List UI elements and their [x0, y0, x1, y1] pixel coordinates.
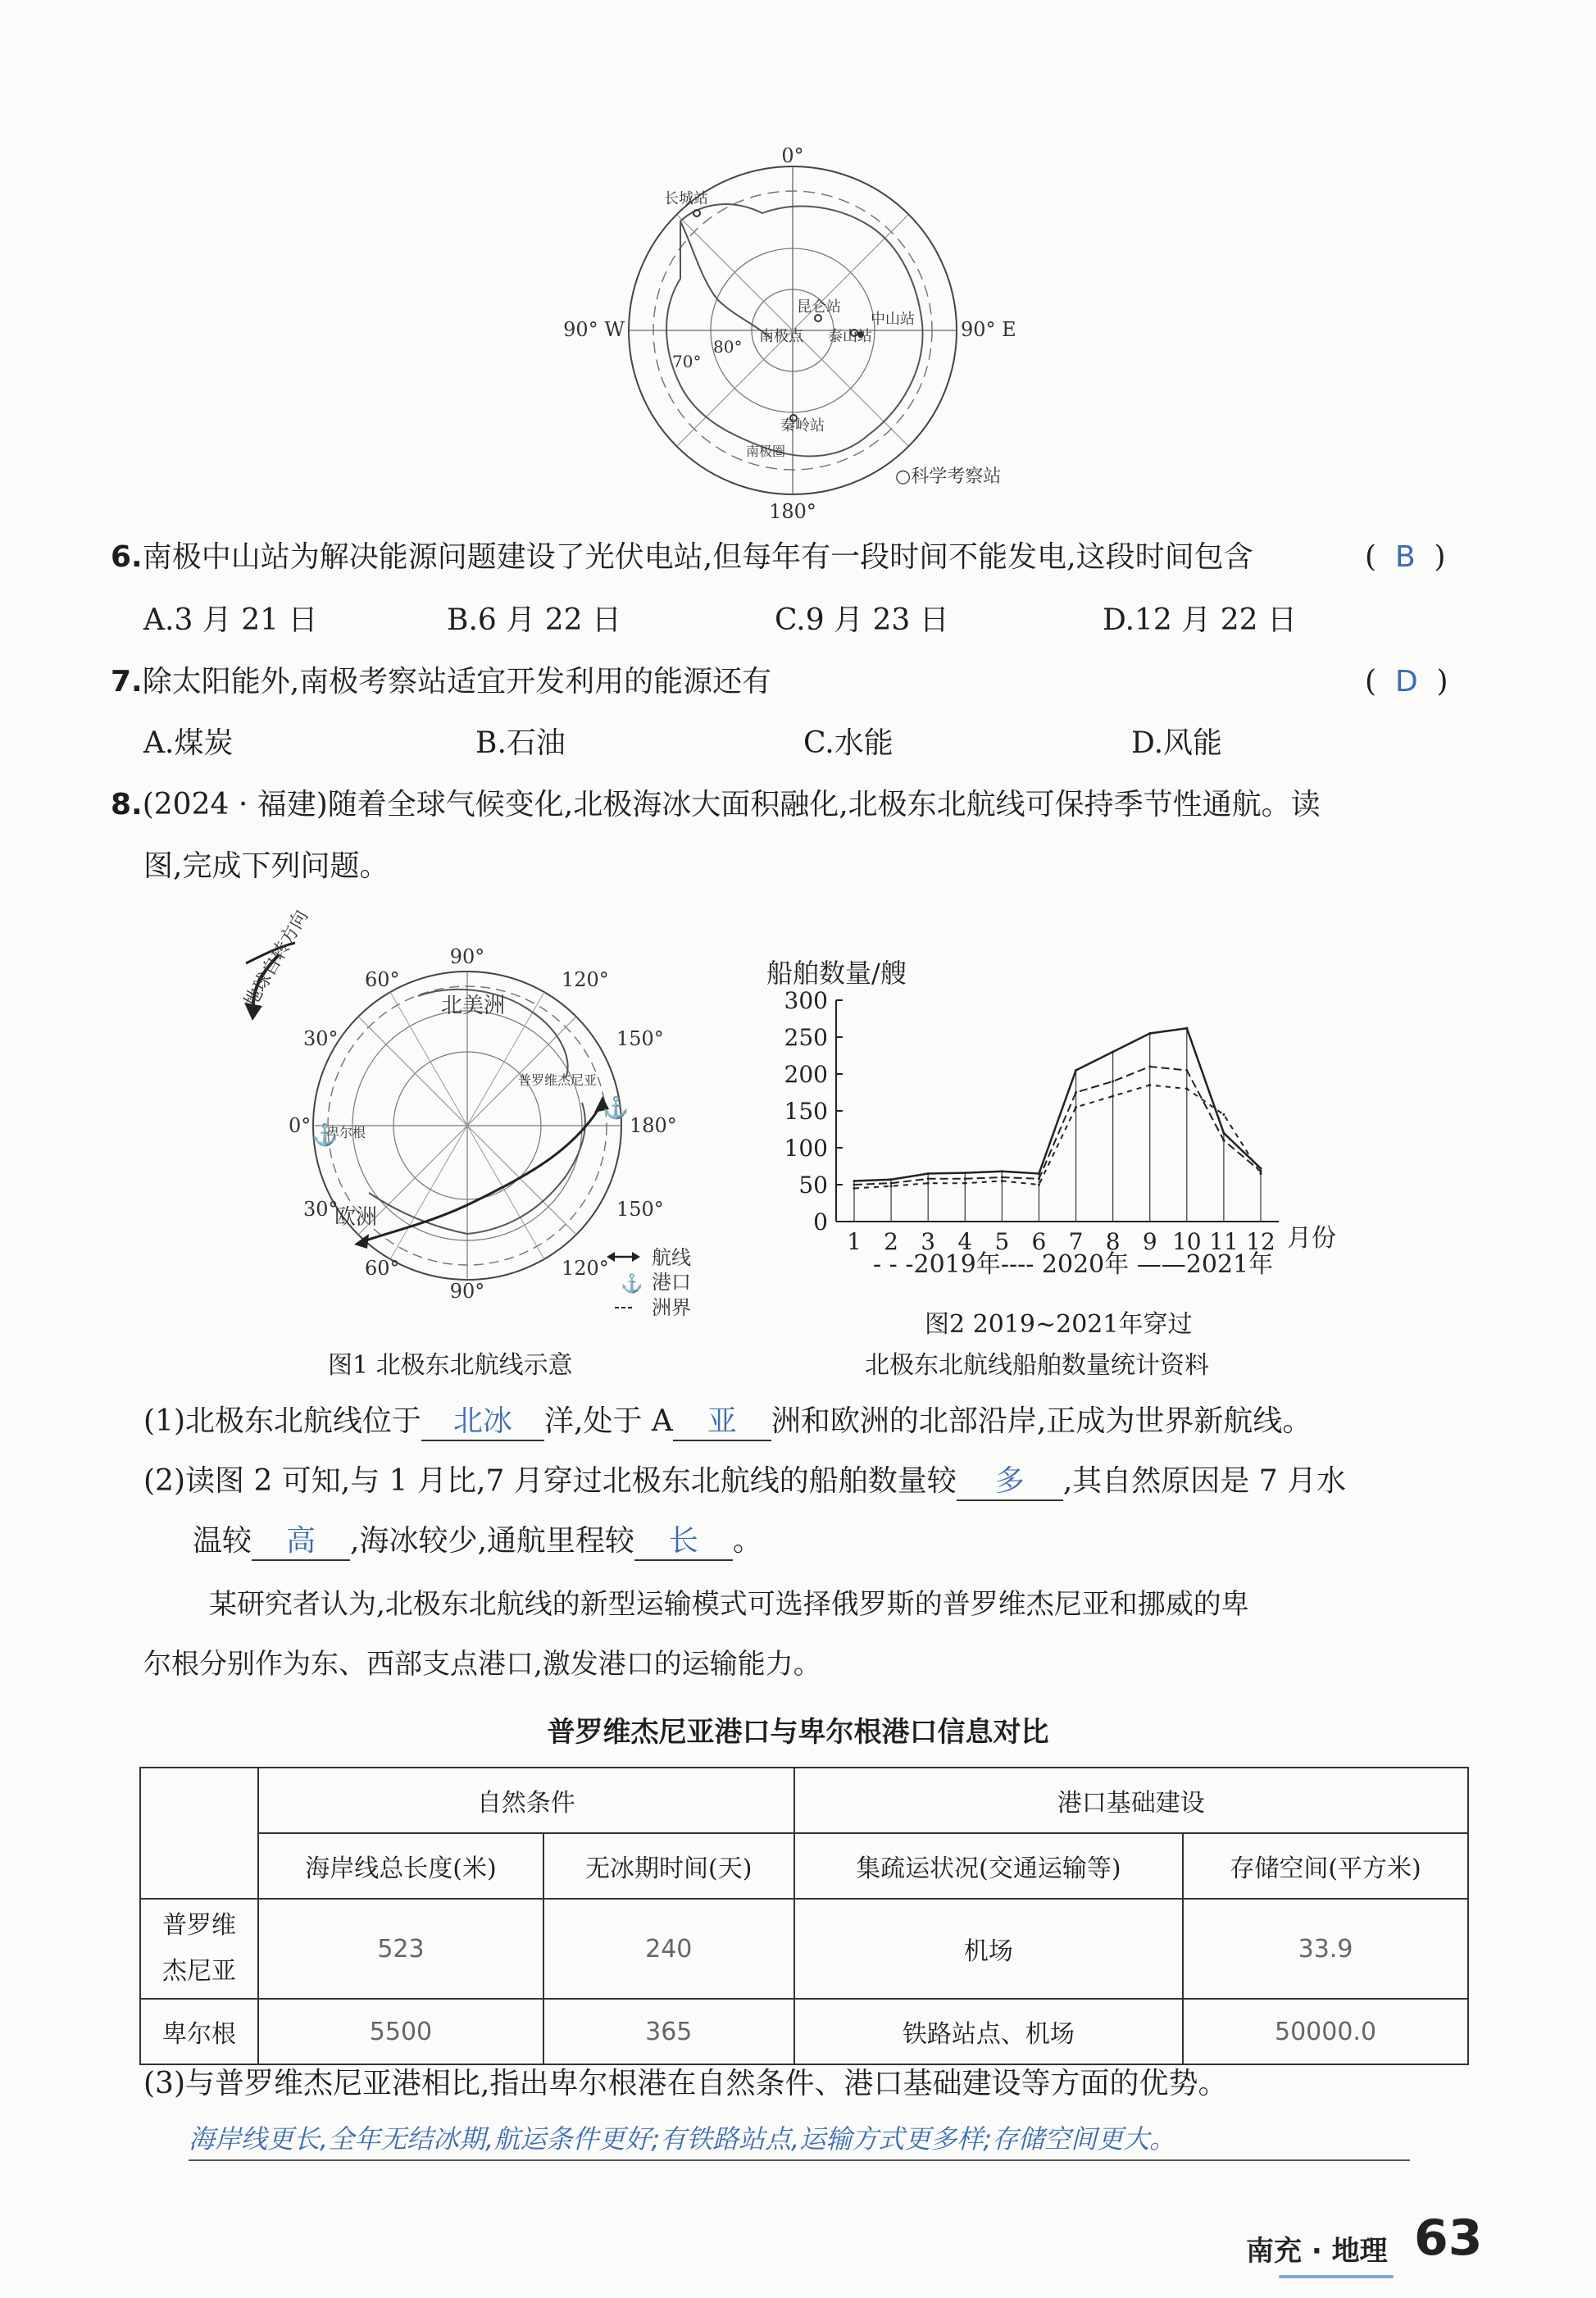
- table-cell: 铁路站点、机场: [794, 1999, 1183, 2064]
- data-point: [964, 1172, 966, 1174]
- station-kunlun: 昆仑站: [797, 298, 841, 316]
- data-point: [1148, 1066, 1151, 1068]
- data-point: [927, 1182, 930, 1185]
- footer-accent-bar: [1279, 2275, 1394, 2278]
- fig1-lon-30-bottom: 30°: [303, 1198, 339, 1221]
- south-pole-label: 南极点: [759, 328, 803, 345]
- sub2-answer-3: 长: [634, 1523, 733, 1561]
- data-point: [1260, 1172, 1262, 1175]
- q6-answer-box: ( B ): [1365, 540, 1446, 574]
- data-point: [1038, 1172, 1040, 1175]
- y-tick-label: 300: [784, 987, 828, 1014]
- x-tick-label: 9: [1142, 1228, 1157, 1255]
- x-tick-label: 6: [1031, 1228, 1047, 1255]
- q7-option-c: C.水能: [803, 726, 893, 760]
- y-tick-label: 50: [798, 1172, 828, 1199]
- fig1-lon-90-bottom: 90°: [449, 1280, 485, 1303]
- x-tick-label: 11: [1209, 1228, 1239, 1255]
- series-line-2019年: [854, 1085, 1261, 1189]
- y-tick-label: 150: [784, 1098, 828, 1125]
- q6-number: 6.: [111, 540, 143, 574]
- x-tick-label: 5: [994, 1228, 1010, 1255]
- antarctica-map: [557, 148, 1049, 525]
- data-point: [1112, 1051, 1114, 1053]
- y-tick-label: 250: [784, 1024, 828, 1051]
- q8-line1: (2024 · 福建)随着全球气候变化,北极海冰大面积融化,北极东北航线可保持季节性通航。读: [142, 788, 1321, 821]
- fig1-lon-180: 180°: [630, 1114, 677, 1137]
- data-point: [1038, 1177, 1040, 1180]
- q7-answer-box: ( D ): [1365, 665, 1448, 699]
- q7-text: 除太阳能外,南极考察站适宜开发利用的能源还有: [142, 665, 772, 699]
- arctic-route-map: [230, 906, 721, 1349]
- q6-stem: [111, 539, 1253, 576]
- map1-top-label: 0°: [781, 148, 804, 167]
- series-line-2020年: [854, 1067, 1261, 1185]
- fig1-lon-120-top: 120°: [562, 968, 609, 991]
- lat80-label: 80°: [713, 337, 743, 357]
- data-point: [890, 1182, 893, 1185]
- data-point: [1185, 1027, 1188, 1030]
- lat70-label: 70°: [672, 352, 702, 371]
- antarctic-circle-label: 南极圈: [746, 444, 786, 459]
- sub1-mid: 洋,处于 A: [544, 1404, 673, 1438]
- table-group-natural: 自然条件: [258, 1768, 794, 1833]
- data-point: [1112, 1081, 1114, 1083]
- ship-count-chart: [754, 951, 1410, 1312]
- row-name: [140, 1899, 258, 1999]
- data-point: [1075, 1091, 1077, 1094]
- data-point: [1001, 1176, 1003, 1179]
- legend-boundary: 洲界: [652, 1296, 691, 1319]
- station-qinling: 秦岭站: [780, 417, 825, 435]
- sub2-l2pre: 温较: [193, 1524, 252, 1558]
- sub2-line1: [143, 1463, 1346, 1501]
- data-point: [927, 1172, 930, 1175]
- svg-text:⚓: ⚓: [311, 1123, 339, 1148]
- q6-option-c: C.9 月 23 日: [775, 603, 949, 637]
- data-point: [1185, 1069, 1188, 1072]
- sub3-question: (3)与普罗维杰尼亚港相比,指出卑尔根港在自然条件、港口基础建设等方面的优势。: [143, 2067, 1228, 2100]
- station-zhongshan: 中山站: [871, 311, 915, 328]
- data-point: [1001, 1170, 1003, 1172]
- q6-option-b: B.6 月 22 日: [447, 603, 621, 637]
- chart-ylabel: 船舶数量/艘: [766, 958, 907, 989]
- table-col-icefree: 无冰期时间(天): [543, 1833, 794, 1899]
- sub1-line: [143, 1404, 1312, 1441]
- q6-answer: B: [1394, 540, 1416, 574]
- q7-option-a: A.煤炭: [143, 726, 234, 760]
- data-point: [853, 1180, 856, 1182]
- fig2-caption-1: 图2 2019~2021年穿过: [925, 1310, 1193, 1339]
- para-line1: 某研究者认为,北极东北航线的新型运输模式可选择俄罗斯的普罗维杰尼亚和挪威的卑: [209, 1588, 1249, 1621]
- sub2-post: ,其自然原因是 7 月水: [1062, 1464, 1347, 1498]
- data-point: [964, 1182, 966, 1185]
- port-provideniya-label: 普罗维杰尼亚: [518, 1072, 598, 1088]
- row-name-2: 杰尼亚: [162, 1957, 236, 1986]
- x-tick-label: 7: [1068, 1228, 1084, 1255]
- q7-number: 7.: [111, 665, 143, 699]
- station-taishan: 泰山站: [828, 328, 872, 345]
- data-point: [890, 1185, 893, 1187]
- y-tick-label: 100: [784, 1135, 828, 1162]
- info-table: [139, 1767, 1469, 2065]
- q7-stem: [111, 664, 771, 700]
- table-title: 普罗维杰尼亚港口与卑尔根港口信息对比: [547, 1716, 1049, 1749]
- table-col-coastline: 海岸线总长度(米): [258, 1833, 543, 1899]
- table-cell: 33.9: [1183, 1899, 1468, 1999]
- data-point: [1260, 1167, 1262, 1170]
- q8-stem: [111, 787, 1321, 823]
- sub1-answer-1: 北冰: [421, 1404, 544, 1441]
- data-point: [927, 1177, 930, 1180]
- x-tick-label: 2: [884, 1228, 899, 1255]
- x-tick-label: 12: [1246, 1228, 1275, 1255]
- table-row: [140, 1899, 1468, 1999]
- sub2-answer-2: 高: [252, 1523, 350, 1561]
- chart-xlabel: 月份: [1287, 1224, 1336, 1253]
- fig1-lon-150-top: 150°: [616, 1027, 664, 1050]
- map1-right-label: 90° E: [961, 318, 1016, 341]
- sub1-pre: (1)北极东北航线位于: [143, 1404, 421, 1438]
- data-point: [1001, 1180, 1003, 1182]
- table-cell: 机场: [794, 1899, 1183, 1999]
- fig1-lon-60-top: 60°: [365, 968, 400, 991]
- sub2-line2: [193, 1523, 762, 1561]
- table-corner: [140, 1768, 258, 1899]
- data-point: [853, 1187, 856, 1190]
- data-point: [1222, 1140, 1225, 1142]
- q8-number: 8.: [111, 788, 143, 821]
- q6-option-d: D.12 月 22 日: [1103, 603, 1297, 637]
- north-america-label: 北美洲: [441, 994, 506, 1018]
- sub1-post: 洲和欧洲的北部沿岸,正成为世界新航线。: [771, 1404, 1312, 1438]
- fig1-lon-60-bottom: 60°: [365, 1257, 400, 1280]
- sub3-answer: 海岸线更长,全年无结冰期,航运条件更好;有铁路站点,运输方式更多样;存储空间更大。: [189, 2118, 1410, 2161]
- port-bergen-label: 卑尔根: [326, 1125, 366, 1140]
- data-point: [1185, 1088, 1188, 1090]
- svg-text:⚓: ⚓: [621, 1274, 643, 1295]
- data-point: [1075, 1069, 1077, 1072]
- chart-legend: - - -2019年---- 2020年 ——2021年: [873, 1250, 1274, 1279]
- table-group-infrastructure: 港口基础建设: [794, 1768, 1468, 1833]
- data-point: [1038, 1184, 1040, 1186]
- row-name: 卑尔根: [140, 1999, 258, 2064]
- q7-option-b: B.石油: [475, 726, 566, 760]
- legend-port: 港口: [652, 1271, 691, 1294]
- row-name-1: 普罗维: [162, 1911, 236, 1940]
- table-row: [140, 1999, 1468, 2064]
- x-tick-label: 8: [1105, 1228, 1121, 1255]
- footer-label: 南充 · 地理: [1246, 2235, 1388, 2268]
- table-col-transport: 集疏运状况(交通运输等): [794, 1833, 1183, 1899]
- y-tick-label: 200: [784, 1061, 828, 1088]
- q7-answer: D: [1394, 665, 1418, 699]
- sub2-l2post: 。: [732, 1524, 762, 1558]
- x-tick-label: 1: [847, 1228, 862, 1255]
- fig1-lon-120-bottom: 120°: [562, 1257, 609, 1280]
- table-cell: 50000.0: [1183, 1999, 1468, 2064]
- x-tick-label: 3: [921, 1228, 936, 1255]
- map1-left-label: 90° W: [563, 318, 625, 341]
- sub2-pre: (2)读图 2 可知,与 1 月比,7 月穿过北极东北航线的船舶数量较: [143, 1464, 957, 1498]
- q7-option-d: D.风能: [1131, 726, 1223, 760]
- fig1-lon-0: 0°: [289, 1114, 311, 1137]
- q6-option-a: A.3 月 21 日: [143, 603, 318, 637]
- fig1-caption: 图1 北极东北航线示意: [328, 1351, 573, 1380]
- sub2-l2mid: ,海冰较少,通航里程较: [350, 1524, 634, 1558]
- q6-text: 南极中山站为解决能源问题建设了光伏电站,但每年有一段时间不能发电,这段时间包含: [142, 540, 1253, 574]
- svg-text:⚓: ⚓: [602, 1096, 630, 1121]
- series-line-2021年: [854, 1028, 1261, 1181]
- data-point: [1222, 1113, 1225, 1116]
- table-cell: 365: [543, 1999, 794, 2064]
- fig2-caption-2: 北极东北航线船舶数量统计资料: [865, 1351, 1209, 1380]
- data-point: [1148, 1084, 1151, 1086]
- sub1-answer-2: 亚: [673, 1404, 771, 1441]
- europe-label: 欧洲: [334, 1205, 378, 1230]
- map1-bottom-label: 180°: [769, 500, 816, 523]
- page-number: 63: [1414, 2209, 1483, 2267]
- x-tick-label: 4: [957, 1228, 973, 1255]
- data-point: [1222, 1132, 1225, 1135]
- data-point: [1148, 1032, 1151, 1035]
- legend-route: 航线: [652, 1246, 691, 1269]
- fig1-lon-90-top: 90°: [449, 945, 485, 968]
- para-line2: 尔根分别作为东、西部支点港口,激发港口的运输能力。: [143, 1648, 821, 1681]
- fig1-lon-30-top: 30°: [303, 1027, 339, 1050]
- fig1-lon-150-bottom: 150°: [616, 1198, 664, 1221]
- sub2-answer-1: 多: [957, 1463, 1063, 1501]
- data-point: [1112, 1095, 1114, 1098]
- table-cell: 5500: [258, 1999, 543, 2064]
- table-col-storage: 存储空间(平方米): [1183, 1833, 1468, 1899]
- earth-rotation-label: 地球自转方向: [240, 907, 313, 1011]
- x-tick-label: 10: [1171, 1228, 1202, 1255]
- y-tick-label: 0: [813, 1208, 828, 1235]
- q8-line2: 图,完成下列问题。: [143, 849, 389, 883]
- map1-legend: ○科学考察站: [895, 466, 1002, 487]
- data-point: [890, 1178, 893, 1181]
- station-changcheng: 长城站: [664, 190, 708, 207]
- data-point: [1075, 1106, 1077, 1108]
- data-point: [853, 1184, 856, 1186]
- table-cell: 523: [258, 1899, 543, 1999]
- data-point: [1260, 1170, 1262, 1172]
- table-cell: 240: [543, 1899, 794, 1999]
- data-point: [964, 1177, 966, 1180]
